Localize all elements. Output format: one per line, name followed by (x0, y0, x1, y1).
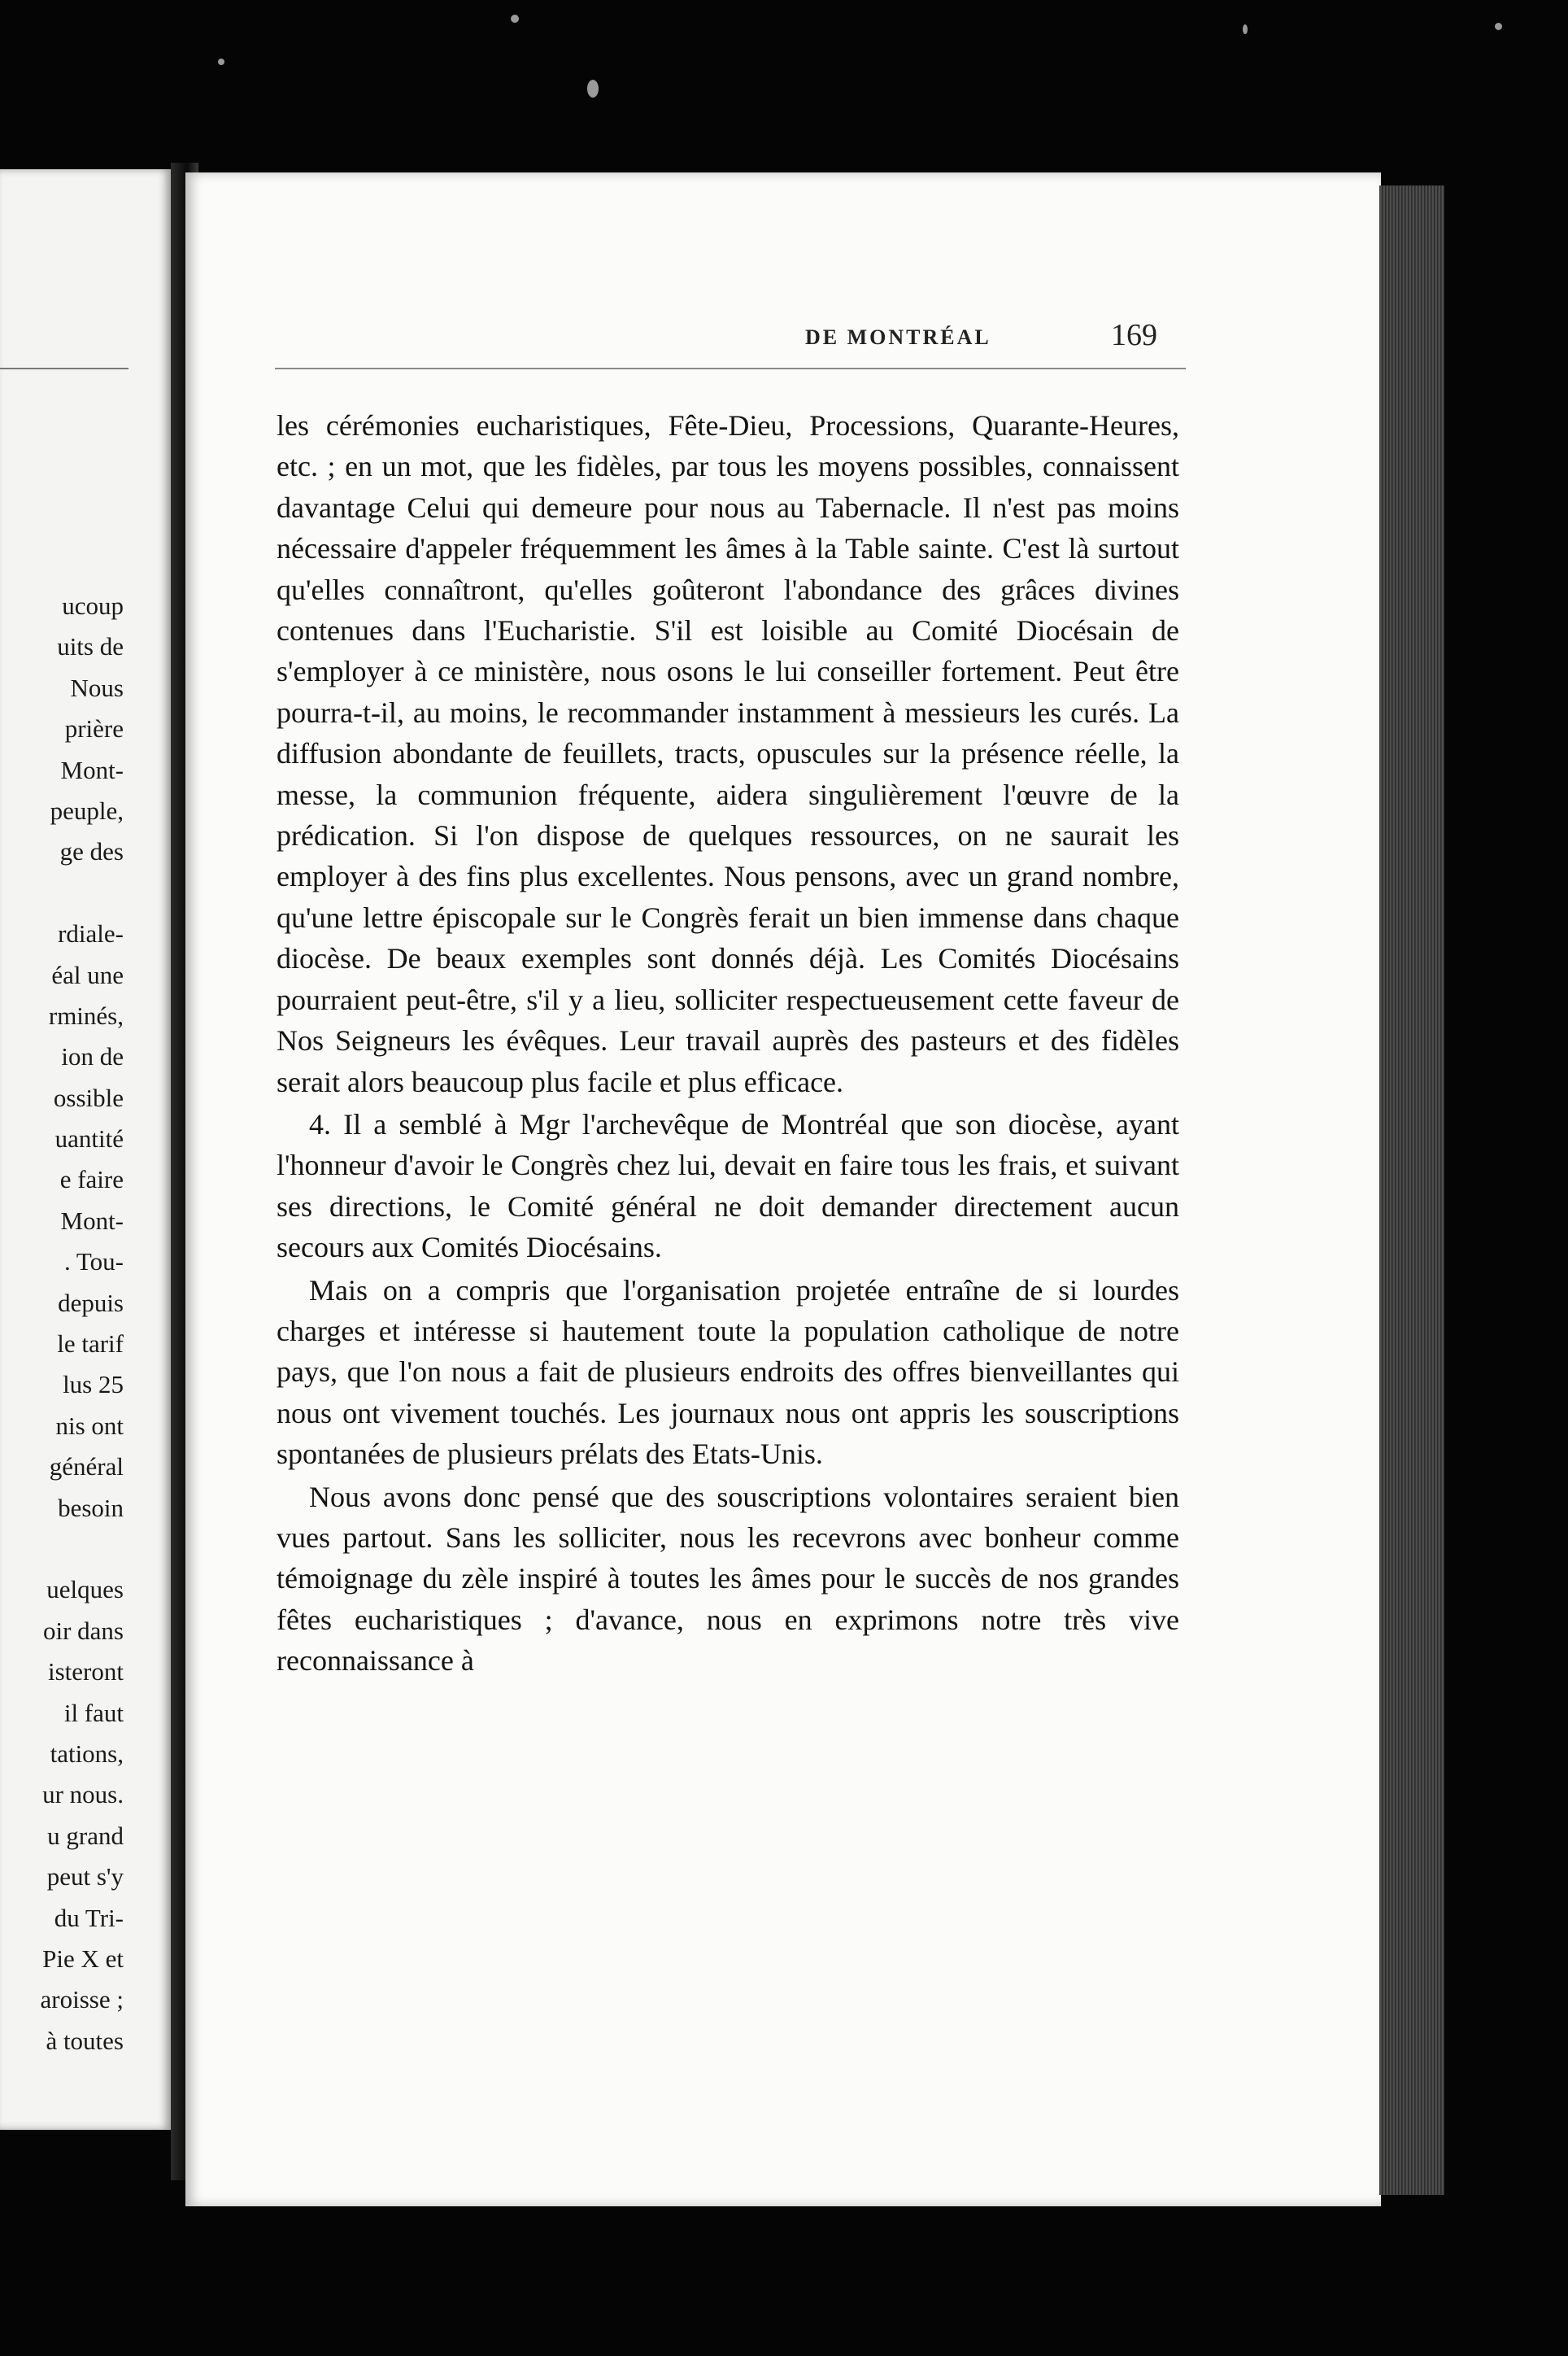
left-page-line: u grand (47, 1821, 124, 1850)
left-page-line: e faire (59, 1165, 124, 1194)
paragraph: Mais on a compris que l'organisation projetée entraîne de si lourdes charges et intéresse si hautement toute la population catholique de notre pays, que l'on nous a fait de plusieurs endroits des offres bienveillantes qui nous ont vivement touchés. Les journaux nous ont appris les souscriptions spontanées de plusieurs prélats des Etats-Unis. (277, 1273, 1179, 1471)
left-page-line: nis ont (55, 1411, 124, 1440)
scan-speck (218, 59, 224, 65)
left-page-line: ion de (61, 1042, 124, 1071)
left-page-line: isteront (48, 1657, 124, 1686)
right-page (185, 172, 1381, 2206)
left-page-line: éal une (51, 960, 124, 989)
left-page-line: il faut (63, 1698, 124, 1727)
left-page-line: le tarif (57, 1329, 124, 1359)
left-page-line: peut s'y (46, 1862, 124, 1891)
left-page-line: uits de (57, 632, 124, 661)
page-block-edge (1379, 185, 1444, 2195)
scan-speck (587, 80, 599, 98)
scan-speck (1243, 24, 1248, 34)
left-page-line: général (49, 1452, 124, 1481)
left-page-line: rminés, (48, 1001, 124, 1030)
left-page-line: du Tri- (54, 1903, 124, 1932)
left-page-line: ossible (53, 1083, 124, 1112)
left-page-line: aroisse ; (40, 1985, 124, 2014)
left-page-line: uelques (46, 1575, 124, 1604)
scan-speck (1495, 23, 1502, 30)
scan-speck (511, 15, 519, 23)
left-page-line: ge des (59, 837, 124, 866)
left-page-fragment (0, 169, 171, 2130)
left-page-line: uantité (54, 1124, 124, 1154)
page-number: 169 (1111, 318, 1157, 352)
paragraph: 4. Il a semblé à Mgr l'archevêque de Montréal que son diocèse, ayant l'honneur d'avoir le Congrès chez lui, devait en faire tous les frais, et suivant ses directions, le Comité général ne doit demander directement aucun secours aux Comités Diocésains. (277, 1107, 1179, 1264)
left-page-text (0, 586, 124, 2062)
paragraph: les cérémonies eucharistiques, Fête-Dieu, Processions, Quarante-Heures, etc. ; en un mot, que les fidèles, par tous les moyens possibles, connaissent davantage Celui qui demeure pour nous au Tabernacle. Il n'est pas moins nécessaire d'appeler fréquemment les âmes à la Table sainte. C'est là surtout qu'elles connaîtront, qu'elles goûteront l'abondance des grâces divines contenues dans l'Eucharistie. S'il est loisible au Comité Diocésain de s'employer à ce ministère, nous osons le lui conseiller fortement. Peut être pourra-t-il, au moins, le recommander instamment à messieurs les curés. La diffusion abondante de feuillets, tracts, opuscules sur la présence réelle, la messe, la communion fréquente, aidera singulièrement l'œuvre de la prédication. Si l'on dispose de quelques ressources, on ne saurait les employer à des fins plus excellentes. Nous pensons, avec un grand nombre, qu'une lettre épiscopale sur le Congrès ferait un bien immense dans chaque diocèse. De beaux exemples sont donnés déjà. Les Comités Diocésains pourraient peut-être, s'il y a lieu, solliciter respectueusement cette faveur de Nos Seigneurs les évêques. Leur travail auprès des pasteurs et des fidèles serait alors beaucoup plus facile et plus efficace. (277, 409, 1179, 1098)
left-page-line: Mont- (60, 755, 124, 784)
left-page-line: à toutes (46, 2026, 124, 2055)
left-page-line: ucoup (62, 591, 124, 620)
left-page-line: besoin (58, 1493, 124, 1522)
left-page-line: prière (64, 714, 124, 744)
left-page-line: peuple, (50, 796, 124, 825)
left-page-header-rule (0, 368, 128, 369)
left-page-line (0, 1529, 124, 1569)
left-page-line: Pie X et (42, 1944, 124, 1973)
left-page-line: depuis (58, 1288, 124, 1317)
left-page-line: . Tou- (63, 1247, 124, 1276)
running-head-title: DE MONTRÉAL (805, 325, 991, 349)
left-page-line (0, 873, 124, 914)
left-page-line: lus 25 (63, 1370, 124, 1399)
body-text (277, 405, 1179, 1682)
header-rule (275, 368, 1186, 369)
left-page-line: oir dans (42, 1616, 124, 1645)
left-page-line: tations, (50, 1739, 124, 1768)
left-page-line: ur nous. (42, 1780, 124, 1809)
left-page-line: Mont- (60, 1206, 124, 1235)
paragraph: Nous avons donc pensé que des souscriptions volontaires seraient bien vues partout. Sans les solliciter, nous les recevrons avec bonheur comme témoignage du zèle inspiré à toutes les âmes pour le succès de nos grandes fêtes eucharistiques ; d'avance, nous en exprimons notre très vive reconnaissance à (277, 1480, 1179, 1678)
left-page-line: Nous (70, 673, 124, 702)
left-page-line: rdiale- (58, 919, 124, 949)
